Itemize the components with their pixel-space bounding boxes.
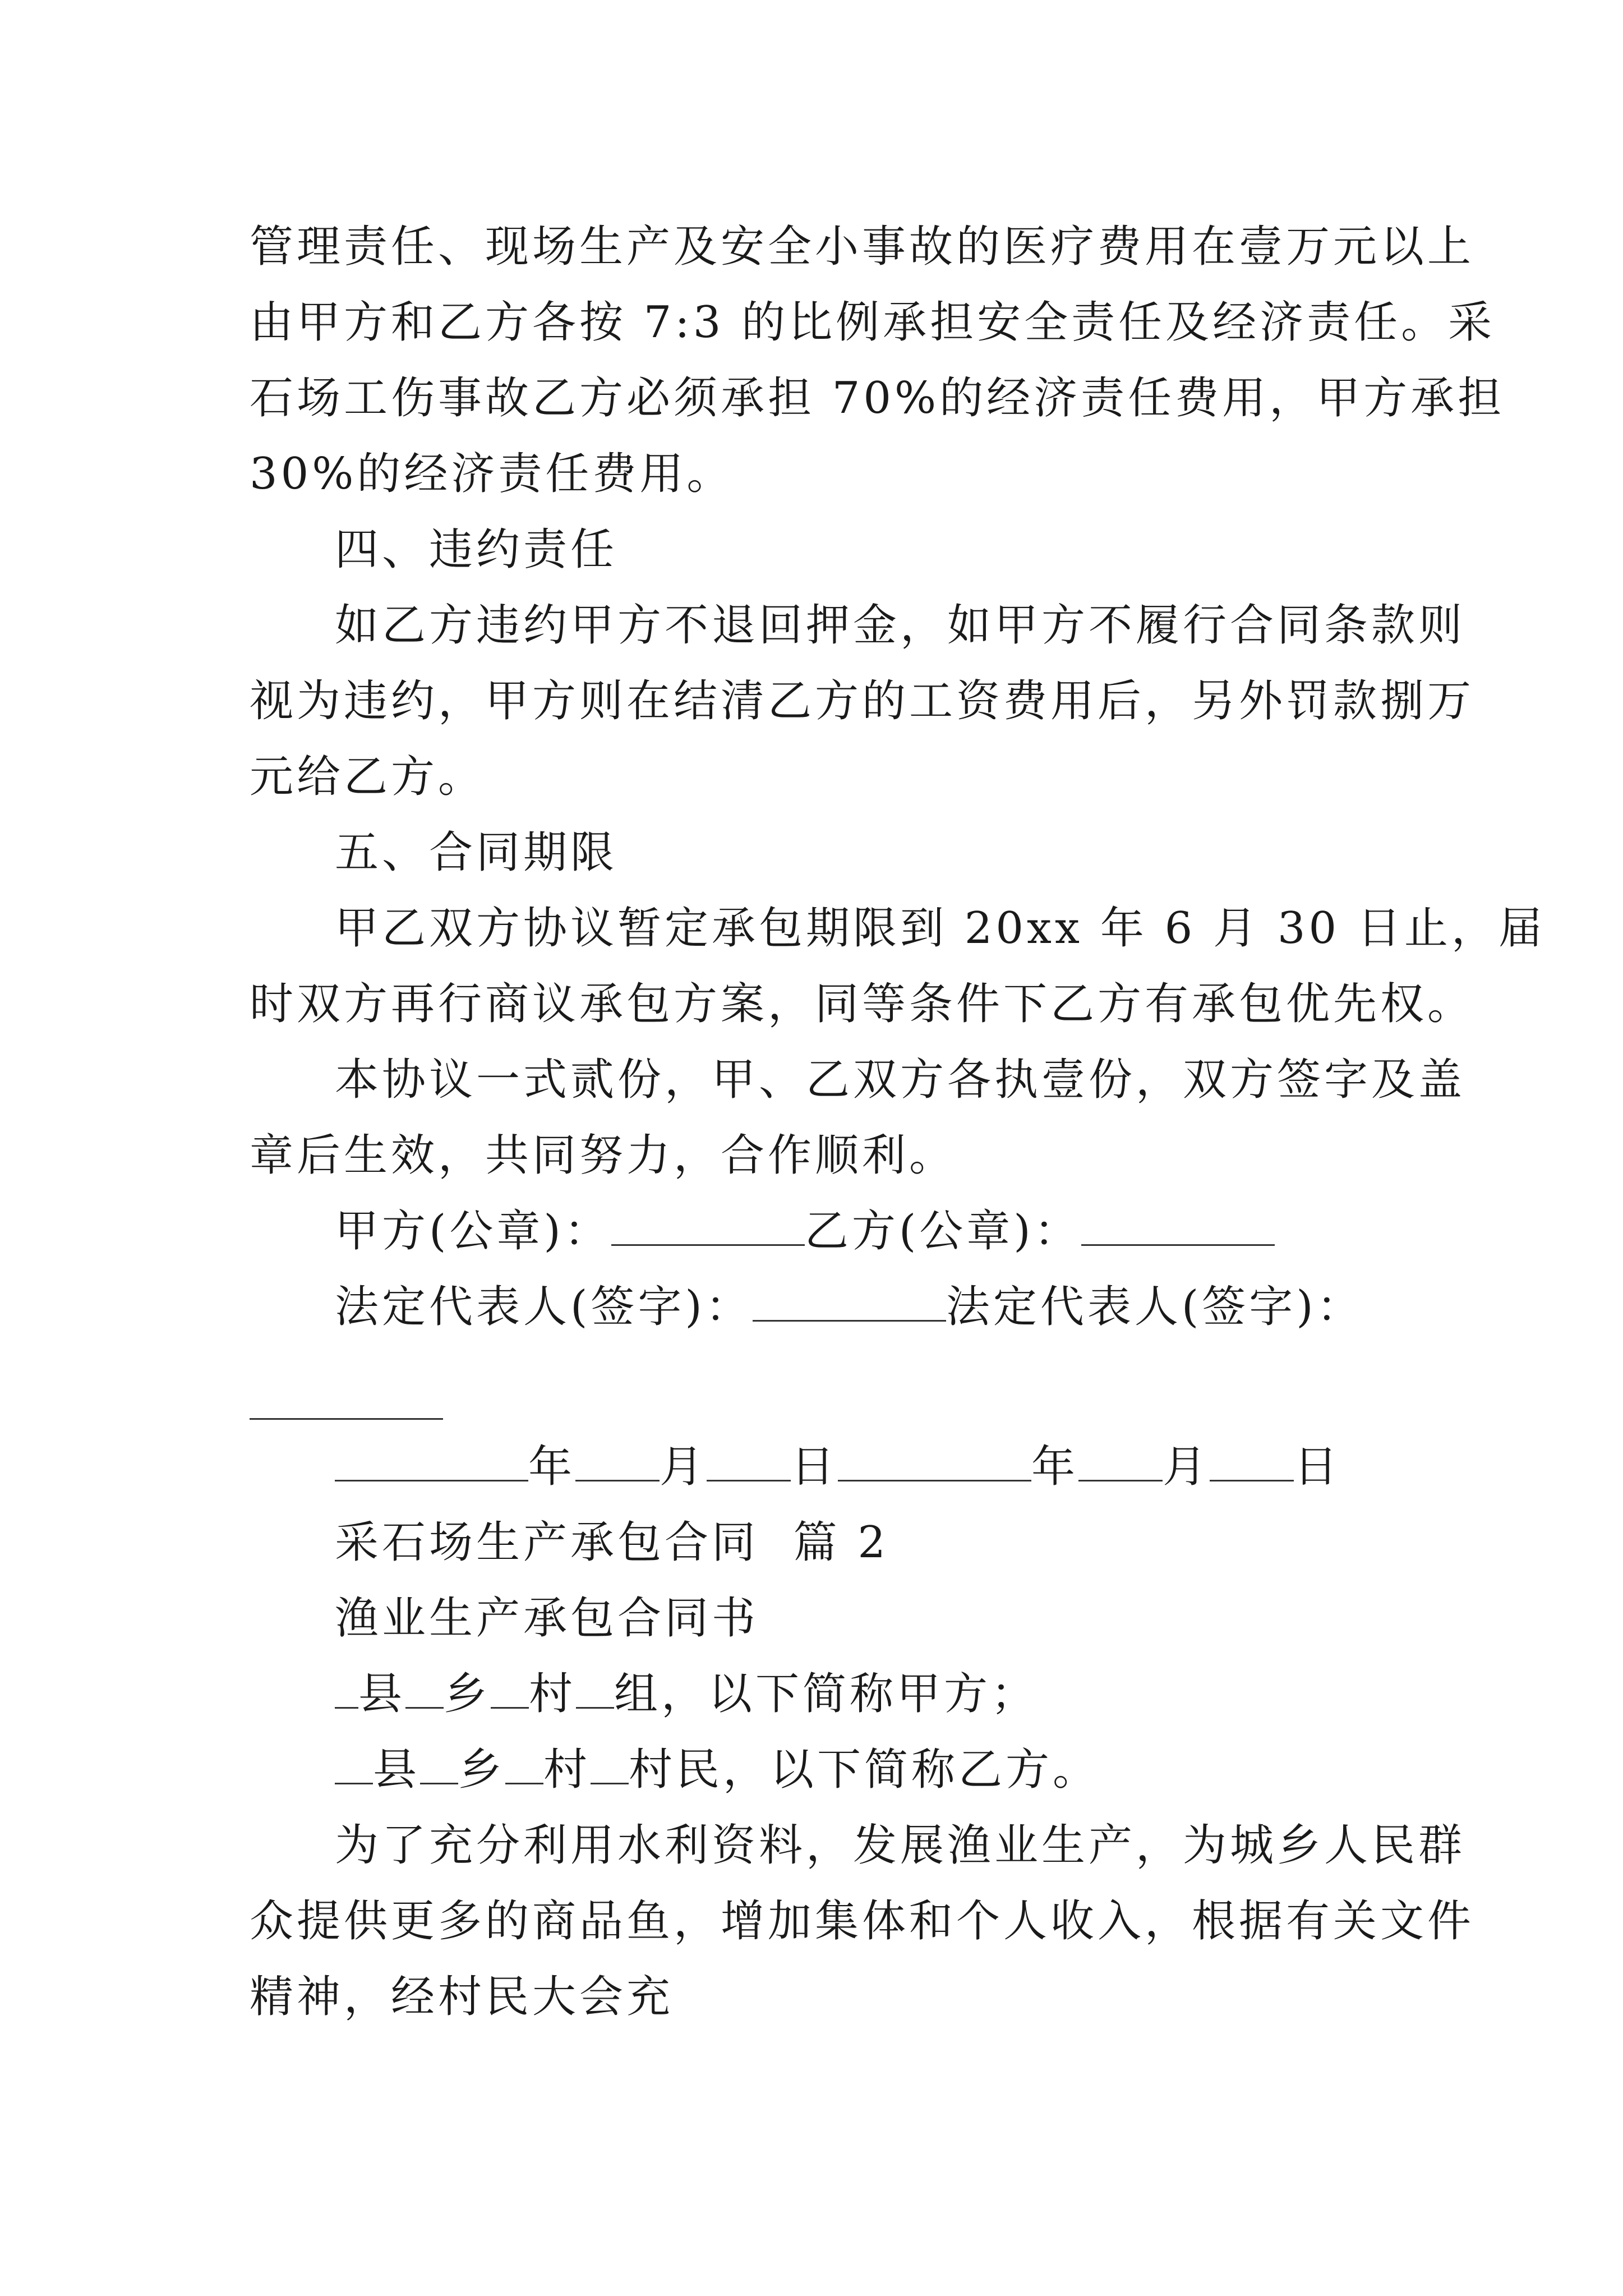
section-heading: 四、违约责任 xyxy=(335,524,618,575)
paragraph-line: 如乙方违约甲方不退回押金，如甲方不履行合同条款则 xyxy=(335,600,1466,651)
contract-subtitle: 渔业生产承包合同书 xyxy=(335,1593,759,1644)
party-b-seal-label: 乙方(公章)： xyxy=(804,1206,1081,1257)
county-blank xyxy=(335,1745,373,1784)
paragraph-line: 众提供更多的商品鱼，增加集体和个人收入，根据有关文件 xyxy=(250,1896,1475,1947)
paragraph-line: 30%的经济责任费用。 xyxy=(250,449,734,499)
party-b-line xyxy=(335,1739,1382,1801)
party-a-desc: 组，以下简称甲方； xyxy=(614,1669,1039,1719)
paragraph-line: 石场工伤事故乙方必须承担 70%的经济责任费用，甲方承担 xyxy=(250,373,1505,424)
month-blank xyxy=(1078,1442,1163,1481)
seal-signature-line xyxy=(335,1200,1382,1262)
paragraph-line: 精神，经村民大会充 xyxy=(250,1972,674,2022)
month-label: 月 xyxy=(1163,1442,1210,1492)
township-label: 乡 xyxy=(444,1669,491,1719)
county-label: 县 xyxy=(358,1669,406,1719)
month-label: 月 xyxy=(660,1442,707,1492)
paragraph-line: 元给乙方。 xyxy=(250,752,486,802)
village-blank xyxy=(505,1745,543,1784)
party-a-seal-label: 甲方(公章)： xyxy=(335,1206,611,1257)
section-title: 采石场生产承包合同 篇 2 xyxy=(335,1517,889,1568)
party-a-line xyxy=(335,1663,1382,1725)
village-blank xyxy=(491,1669,529,1709)
party-b-rep-blank xyxy=(250,1418,443,1420)
village-label: 村 xyxy=(543,1745,591,1795)
group-blank xyxy=(576,1669,614,1709)
township-label: 乡 xyxy=(458,1745,506,1795)
township-blank xyxy=(405,1669,444,1709)
paragraph-line: 视为违约，甲方则在结清乙方的工资费用后，另外罚款捌万 xyxy=(250,676,1475,726)
county-label: 县 xyxy=(373,1745,421,1795)
paragraph-line: 时双方再行商议承包方案，同等条件下乙方有承包优先权。 xyxy=(250,979,1475,1029)
year-label: 年 xyxy=(1031,1442,1079,1492)
year-blank xyxy=(838,1442,1031,1481)
paragraph-line: 章后生效，共同努力，合作顺利。 xyxy=(250,1130,957,1181)
paragraph-line: 管理责任、现场生产及安全小事故的医疗费用在壹万元以上 xyxy=(250,222,1475,272)
date-line xyxy=(335,1436,1382,1498)
paragraph-line: 为了充分利用水利资料，发展渔业生产，为城乡人民群 xyxy=(335,1820,1466,1871)
year-label: 年 xyxy=(528,1442,576,1492)
section-heading: 五、合同期限 xyxy=(335,827,618,878)
villager-blank xyxy=(591,1745,629,1784)
paragraph-line: 由甲方和乙方各按 7:3 的比例承担安全责任及经济责任。采 xyxy=(250,297,1496,348)
day-label: 日 xyxy=(791,1442,838,1492)
party-b-rep-label: 法定代表人(签字)： xyxy=(946,1282,1364,1332)
year-blank xyxy=(335,1442,528,1481)
party-a-seal-blank xyxy=(611,1206,805,1246)
representative-signature-line xyxy=(335,1276,1382,1338)
day-blank xyxy=(707,1442,791,1481)
party-a-rep-label: 法定代表人(签字)： xyxy=(335,1282,753,1332)
party-b-seal-blank xyxy=(1081,1206,1275,1246)
county-blank xyxy=(335,1669,358,1709)
township-blank xyxy=(420,1745,458,1784)
day-blank xyxy=(1210,1442,1294,1481)
paragraph-line: 本协议一式贰份，甲、乙双方各执壹份，双方签字及盖 xyxy=(335,1055,1466,1105)
paragraph-line: 甲乙双方协议暂定承包期限到 20xx 年 6 月 30 日止，届 xyxy=(335,903,1546,954)
month-blank xyxy=(575,1442,660,1481)
day-label: 日 xyxy=(1294,1442,1341,1492)
village-label: 村 xyxy=(529,1669,577,1719)
party-a-rep-blank xyxy=(753,1282,946,1322)
party-b-desc: 村民，以下简称乙方。 xyxy=(629,1745,1100,1795)
